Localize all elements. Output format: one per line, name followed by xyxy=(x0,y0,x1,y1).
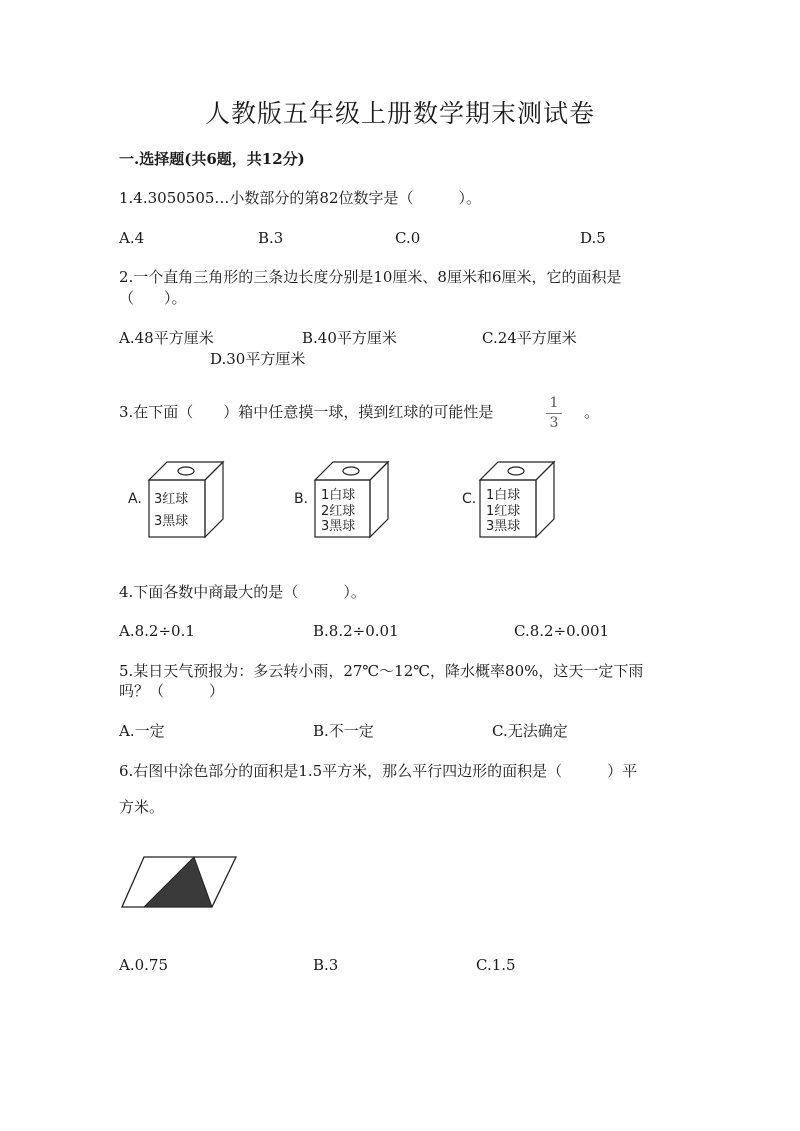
question-1-text: 1.4.3050505…小数部分的第82位数字是（ ）。 xyxy=(119,189,482,207)
box-b-line-2: 2红球 xyxy=(321,504,356,519)
question-6-option-a: A.0.75 xyxy=(119,956,168,974)
question-4-option-b: B.8.2÷0.01 xyxy=(313,622,399,640)
box-b-opening xyxy=(343,467,359,475)
box-b-line-3: 3黑球 xyxy=(321,519,356,534)
section-heading: 一.选择题(共6题，共12分) xyxy=(119,150,305,168)
box-c-top-face xyxy=(480,462,554,480)
question-5-text-line-2: 吗？（ ） xyxy=(119,682,225,700)
question-5-option-b: B.不一定 xyxy=(313,722,374,740)
box-c-label: C. xyxy=(462,491,477,507)
box-a-side-face xyxy=(205,462,223,537)
box-c-opening xyxy=(508,467,524,475)
question-2-text-line-2: （ ）。 xyxy=(119,289,187,307)
box-b-label: B. xyxy=(294,491,309,507)
question-6-text-line-1: 6.右图中涂色部分的面积是1.5平方米，那么平行四边形的面积是（ ）平 xyxy=(119,762,638,780)
page-title: 人教版五年级上册数学期末测试卷 xyxy=(204,99,595,128)
box-c-line-3: 3黑球 xyxy=(486,519,521,534)
box-b-line-1: 1白球 xyxy=(321,488,356,503)
question-2-option-b: B.40平方厘米 xyxy=(302,329,397,347)
question-5-option-a: A.一定 xyxy=(119,722,165,740)
box-c-side-face xyxy=(536,462,554,537)
question-6-option-c: C.1.5 xyxy=(476,956,516,974)
box-a-opening xyxy=(178,467,194,475)
question-6-text-line-2: 方米。 xyxy=(119,798,165,816)
box-a-top-face xyxy=(149,462,223,480)
fraction-denominator: 3 xyxy=(549,415,559,431)
question-5-option-c: C.无法确定 xyxy=(492,722,568,740)
question-4-option-c: C.8.2÷0.001 xyxy=(514,622,610,640)
question-2-option-d: D.30平方厘米 xyxy=(210,350,306,368)
question-1-option-b: B.3 xyxy=(258,229,284,247)
question-3-text-end: 。 xyxy=(584,403,600,421)
question-2-option-c: C.24平方厘米 xyxy=(482,329,577,347)
ball-boxes-figure xyxy=(118,455,568,545)
box-b-side-face xyxy=(370,462,388,537)
probability-fraction xyxy=(546,396,562,431)
question-1-option-c: C.0 xyxy=(395,229,421,247)
box-a-line-1: 3红球 xyxy=(154,492,189,507)
question-6-option-b: B.3 xyxy=(313,956,339,974)
box-b-top-face xyxy=(315,462,388,480)
question-1-option-d: D.5 xyxy=(580,229,606,247)
question-4-option-a: A.8.2÷0.1 xyxy=(119,622,195,640)
box-a-line-2: 3黑球 xyxy=(154,514,189,529)
question-2-text-line-1: 2.一个直角三角形的三条边长度分别是10厘米、8厘米和6厘米，它的面积是 xyxy=(119,268,622,286)
box-c-line-2: 1红球 xyxy=(486,504,521,519)
question-3-text: 3.在下面（ ）箱中任意摸一球，摸到红球的可能性是 xyxy=(119,403,494,421)
box-a-label: A. xyxy=(128,491,142,507)
parallelogram-figure xyxy=(118,851,240,913)
fraction-numerator: 1 xyxy=(549,395,559,411)
question-2-option-a: A.48平方厘米 xyxy=(119,329,214,347)
question-5-text-line-1: 5.某日天气预报为：多云转小雨，27℃～12℃，降水概率80%，这天一定下雨 xyxy=(119,662,644,680)
box-c-line-1: 1白球 xyxy=(486,488,521,503)
question-1-option-a: A.4 xyxy=(119,229,145,247)
fraction-bar xyxy=(546,413,562,414)
question-4-text: 4.下面各数中商最大的是（ ）。 xyxy=(119,583,366,601)
